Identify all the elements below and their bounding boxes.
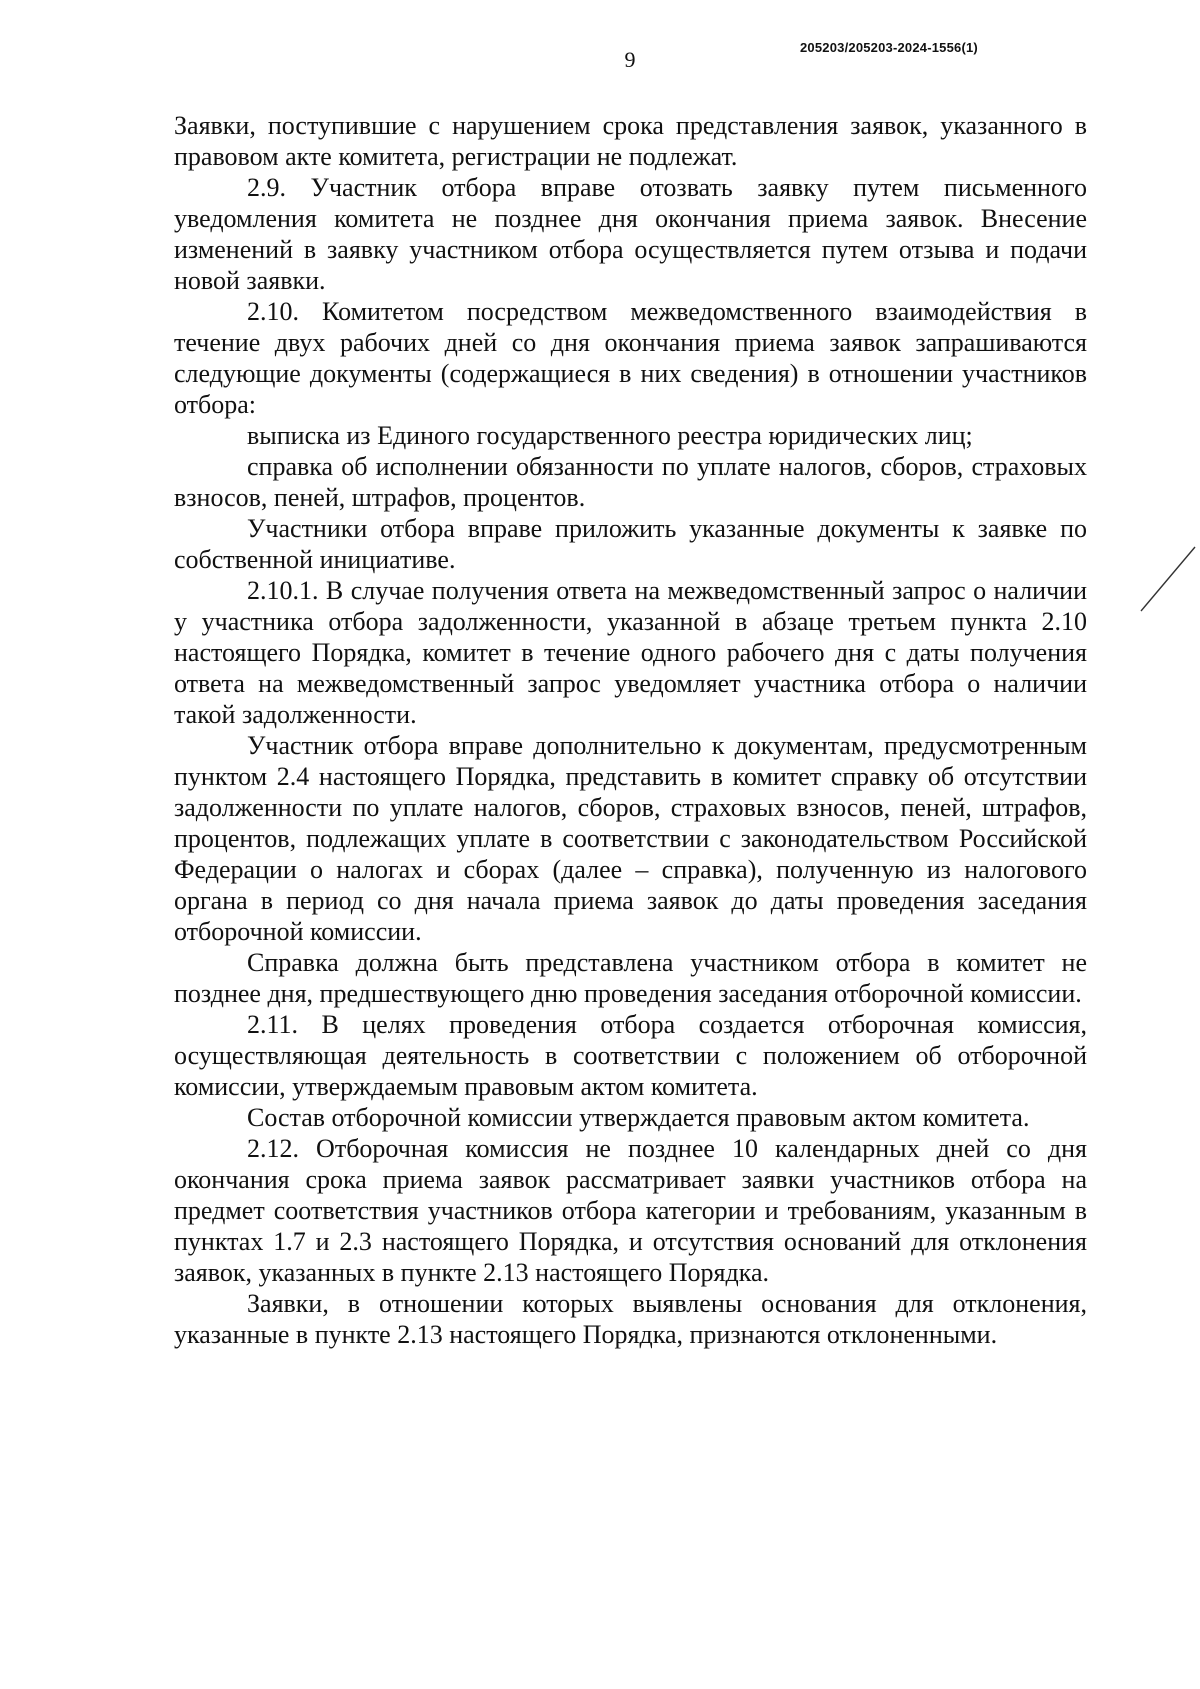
paragraph: 2.10. Комитетом посредством межведомственного взаимодействия в течение двух рабочих дней со дня окончания приема заявок запрашиваются следующие документы (содержащиеся в них сведения) в отношении участников отбора:	[174, 297, 1087, 419]
paragraph: 2.9. Участник отбора вправе отозвать заявку путем письменного уведомления комитета не позднее дня окончания приема заявок. Внесение изменений в заявку участником отбора осуществляется путем отзыва и подачи новой заявки.	[174, 173, 1087, 295]
paragraph: Участник отбора вправе дополнительно к документам, предусмотренным пунктом 2.4 настоящего Порядка, представить в комитет справку об отсутствии задолженности по уплате налогов, сборов, страховых взносов, пеней, штрафов, процентов, подлежащих уплате в соответствии с законодательством Российской Федерации о налогах и сборах (далее – справка), полученную из налогового органа в период со дня начала приема заявок до даты проведения заседания отборочной комиссии.	[174, 731, 1087, 946]
paragraph: Заявки, поступившие с нарушением срока представления заявок, указанного в правовом акте комитета, регистрации не подлежат.	[174, 111, 1087, 171]
paragraph: Заявки, в отношении которых выявлены основания для отклонения, указанные в пункте 2.13 настоящего Порядка, признаются отклоненными.	[174, 1289, 1087, 1349]
paragraph: справка об исполнении обязанности по уплате налогов, сборов, страховых взносов, пеней, штрафов, процентов.	[174, 452, 1087, 512]
page-number: 9	[624, 47, 636, 72]
paragraph: Участники отбора вправе приложить указанные документы к заявке по собственной инициативе.	[174, 514, 1087, 574]
paragraph: 2.12. Отборочная комиссия не позднее 10 календарных дней со дня окончания срока приема заявок рассматривает заявки участников отбора на предмет соответствия участников отбора категории и требованиям, указанным в пунктах 1.7 и 2.3 настоящего Порядка, и отсутствия оснований для отклонения заявок, указанных в пункте 2.13 настоящего Порядка.	[174, 1134, 1087, 1287]
paragraph: 2.10.1. В случае получения ответа на межведомственный запрос о наличии у участника отбора задолженности, указанной в абзаце третьем пункта 2.10 настоящего Порядка, комитет в течение одного рабочего дня с даты получения ответа на межведомственный запрос уведомляет участника отбора о наличии такой задолженности.	[174, 576, 1087, 729]
document-id: 205203/205203-2024-1556(1)	[800, 40, 978, 55]
document-body	[174, 110, 1087, 1350]
margin-pen-stroke	[1138, 545, 1198, 615]
paragraph: выписка из Единого государственного реестра юридических лиц;	[247, 421, 973, 450]
paragraph: Справка должна быть представлена участником отбора в комитет не позднее дня, предшествующего дню проведения заседания отборочной комиссии.	[174, 948, 1087, 1008]
paragraph: 2.11. В целях проведения отбора создается отборочная комиссия, осуществляющая деятельность в соответствии с положением об отборочной комиссии, утверждаемым правовым актом комитета.	[174, 1010, 1087, 1101]
paragraph: Состав отборочной комиссии утверждается правовым актом комитета.	[247, 1103, 1030, 1132]
